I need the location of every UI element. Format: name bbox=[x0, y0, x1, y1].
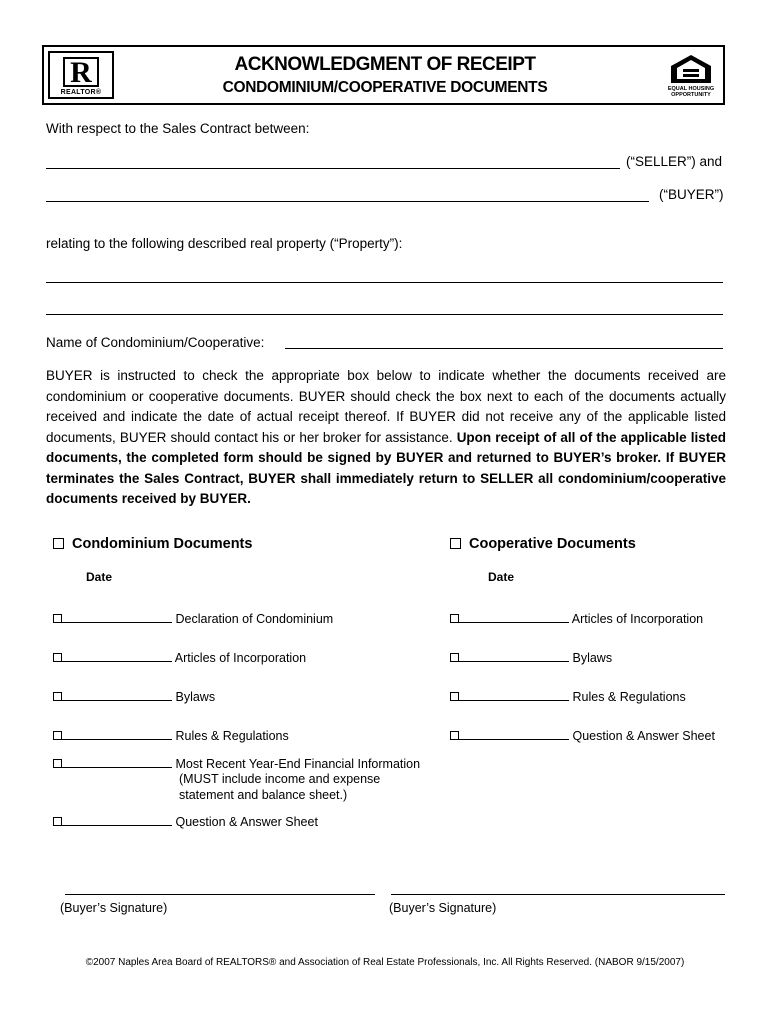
realtor-logo bbox=[48, 51, 114, 99]
property-line-1[interactable] bbox=[46, 282, 723, 283]
buyer-label: (“BUYER”) bbox=[659, 187, 724, 202]
condo-articles-checkbox[interactable] bbox=[53, 653, 62, 662]
buyer-signature-label-2: (Buyer’s Signature) bbox=[389, 901, 497, 915]
condo-financial-note-2: statement and balance sheet.) bbox=[179, 788, 348, 802]
condo-declaration-label: Declaration of Condominium bbox=[175, 612, 334, 626]
buyer-signature-label-1: (Buyer’s Signature) bbox=[60, 901, 168, 915]
condo-declaration-checkbox[interactable] bbox=[53, 614, 62, 623]
condo-name-field[interactable] bbox=[285, 348, 723, 349]
condo-bylaws-date-field[interactable] bbox=[62, 700, 172, 701]
condo-qa-label: Question & Answer Sheet bbox=[175, 815, 318, 829]
copyright-footer: ©2007 Naples Area Board of REALTORS® and Association of Real Estate Professionals, Inc. All Rights Reserved. (NABOR 9/15/2007) bbox=[85, 957, 685, 968]
condo-articles-label: Articles of Incorporation bbox=[174, 651, 307, 665]
condominium-checkbox[interactable] bbox=[53, 538, 64, 549]
condo-financial-label: Most Recent Year-End Financial Information bbox=[175, 757, 421, 771]
equal-housing-text: EQUAL HOUSING OPPORTUNITY bbox=[667, 86, 715, 98]
coop-rules-label: Rules & Regulations bbox=[572, 690, 686, 704]
condo-financial-checkbox[interactable] bbox=[53, 759, 62, 768]
condo-qa-date-field[interactable] bbox=[62, 825, 172, 826]
coop-bylaws-date-field[interactable] bbox=[459, 661, 569, 662]
coop-rules-date-field[interactable] bbox=[459, 700, 569, 701]
condominium-heading-label: Condominium Documents bbox=[72, 536, 253, 552]
instructions-bold-text: Upon receipt of all of the applicable listed documents, the completed form should be signed by BUYER and returned to BUYER’s broker. If BUYER terminates the Sales Contract, BUYER shall immediately return to SELLER all condominium/cooperative documents received by BUYER. bbox=[46, 429, 726, 506]
condo-financial-date-field[interactable] bbox=[62, 767, 172, 768]
buyer-name-field[interactable] bbox=[46, 201, 649, 202]
condo-bylaws-checkbox[interactable] bbox=[53, 692, 62, 701]
coop-item-articles bbox=[450, 612, 703, 626]
equal-housing-icon bbox=[669, 54, 713, 84]
property-label: relating to the following described real property (“Property”): bbox=[46, 236, 403, 251]
form-subtitle: CONDOMINIUM/COOPERATIVE DOCUMENTS bbox=[222, 79, 548, 96]
condo-name-label: Name of Condominium/Cooperative: bbox=[46, 335, 265, 350]
coop-qa-label: Question & Answer Sheet bbox=[572, 729, 715, 743]
condo-item-rules bbox=[53, 729, 289, 743]
condo-articles-date-field[interactable] bbox=[62, 661, 172, 662]
condo-item-bylaws bbox=[53, 690, 215, 704]
coop-item-rules bbox=[450, 690, 686, 704]
cooperative-heading bbox=[450, 536, 636, 552]
seller-label: (“SELLER”) and bbox=[626, 154, 723, 169]
buyer-signature-line-2[interactable] bbox=[391, 894, 725, 895]
coop-item-bylaws bbox=[450, 651, 612, 665]
coop-rules-checkbox[interactable] bbox=[450, 692, 459, 701]
condominium-date-label: Date bbox=[86, 570, 113, 584]
coop-item-qa bbox=[450, 729, 715, 743]
cooperative-checkbox[interactable] bbox=[450, 538, 461, 549]
condo-item-declaration bbox=[53, 612, 333, 626]
instructions-text: BUYER is instructed to check the appropriate box below to indicate whether the documents received are condominium or cooperative documents. BUYER should check the box next to each of the documents actually received and indicate the date of actual receipt thereof. If BUYER did not receive any of the applicable listed documents, BUYER should contact his or her broker for assistance. bbox=[46, 368, 726, 445]
condo-item-qa bbox=[53, 815, 318, 829]
property-line-2[interactable] bbox=[46, 314, 723, 315]
coop-qa-date-field[interactable] bbox=[459, 739, 569, 740]
coop-articles-checkbox[interactable] bbox=[450, 614, 459, 623]
condo-rules-date-field[interactable] bbox=[62, 739, 172, 740]
cooperative-heading-label: Cooperative Documents bbox=[469, 536, 636, 552]
realtor-logo-text: REALTOR® bbox=[60, 89, 102, 96]
condo-declaration-date-field[interactable] bbox=[62, 622, 172, 623]
form-title: ACKNOWLEDGMENT OF RECEIPT bbox=[234, 54, 536, 75]
condo-bylaws-label: Bylaws bbox=[175, 690, 216, 704]
instructions-paragraph bbox=[46, 366, 726, 510]
condo-rules-label: Rules & Regulations bbox=[175, 729, 289, 743]
condo-financial-note-1: (MUST include income and expense bbox=[179, 772, 381, 786]
condo-rules-checkbox[interactable] bbox=[53, 731, 62, 740]
coop-articles-date-field[interactable] bbox=[459, 622, 569, 623]
condominium-heading bbox=[53, 536, 252, 552]
seller-name-field[interactable] bbox=[46, 168, 620, 169]
coop-bylaws-label: Bylaws bbox=[572, 651, 613, 665]
coop-qa-checkbox[interactable] bbox=[450, 731, 459, 740]
cooperative-date-label: Date bbox=[488, 570, 515, 584]
coop-bylaws-checkbox[interactable] bbox=[450, 653, 459, 662]
realtor-logo-letter: R bbox=[63, 57, 99, 87]
condo-item-articles bbox=[53, 651, 306, 665]
buyer-signature-line-1[interactable] bbox=[65, 894, 375, 895]
coop-articles-label: Articles of Incorporation bbox=[571, 612, 704, 626]
condo-item-financial bbox=[53, 757, 420, 771]
equal-housing-logo bbox=[663, 54, 719, 100]
sales-contract-label: With respect to the Sales Contract between: bbox=[46, 121, 310, 136]
condo-qa-checkbox[interactable] bbox=[53, 817, 62, 826]
